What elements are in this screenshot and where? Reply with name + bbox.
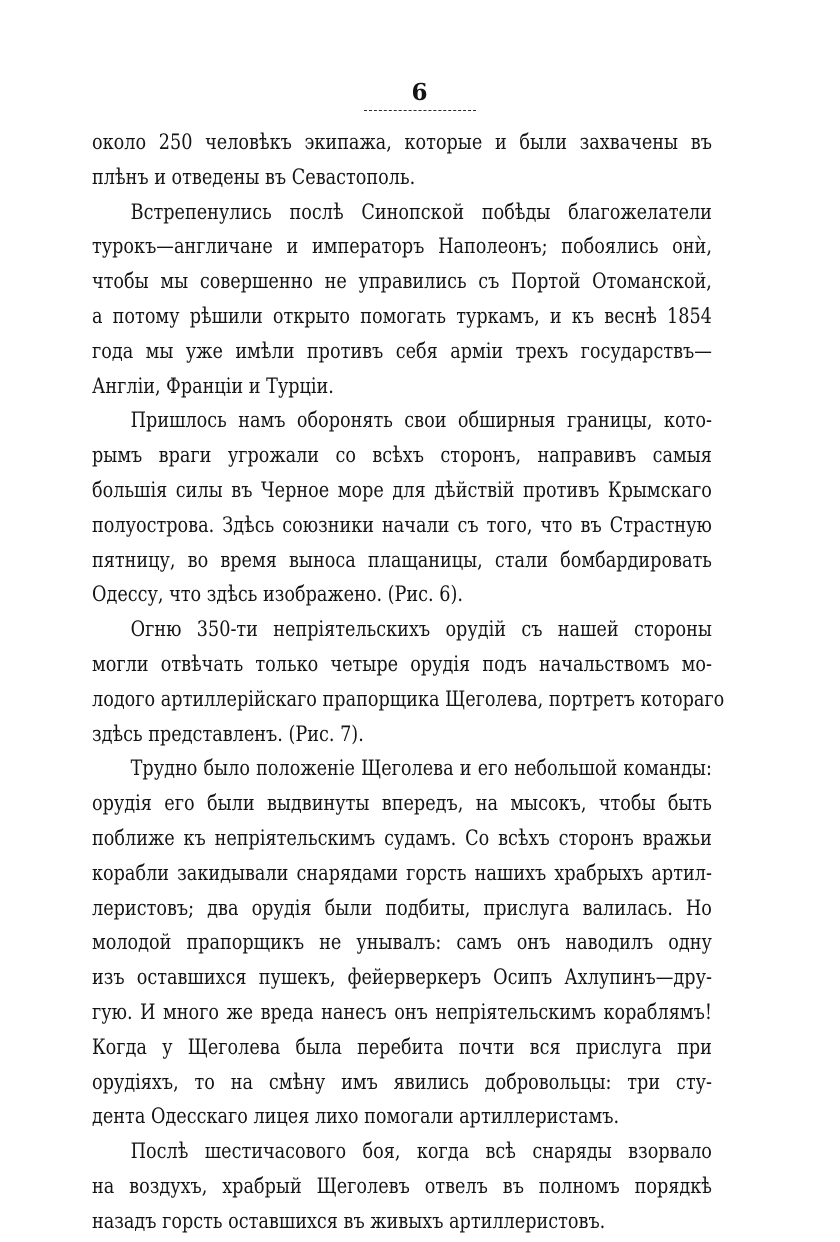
paragraph-first-line: Трудно было положеніе Щеголева и его небольшой команды: <box>130 756 712 781</box>
page-header <box>0 78 840 111</box>
text-line: турокъ—англичане и императоръ Наполеонъ; побоялись онѝ, <box>92 234 712 259</box>
text-line: здѣсь представленъ. (Рис. 7). <box>92 721 364 746</box>
text-line: плѣнъ и отведены въ Севастополь. <box>92 164 416 189</box>
text-line: рымъ враги угрожали со всѣхъ сторонъ, направивъ самыя <box>92 443 712 468</box>
text-line: Одессу, что здѣсь изображено. (Рис. 6). <box>92 582 463 607</box>
text-line: корабли закидывали снарядами горсть нашихъ храбрыхъ артил- <box>92 860 712 885</box>
text-line: полуострова. Здѣсь союзники начали съ того, что въ Страстную <box>92 512 712 537</box>
header-rule <box>364 110 476 111</box>
page-number: 6 <box>411 79 429 106</box>
paragraph-first-line: Встрепенулись послѣ Синопской побѣды благожелатели <box>130 199 712 224</box>
text-line: Англіи, Франціи и Турціи. <box>92 373 334 398</box>
text-line: молодой прапорщикъ не унывалъ: самъ онъ наводилъ одну <box>92 930 712 955</box>
text-line: а потому рѣшили открыто помогать туркамъ, и къ веснѣ 1854 <box>92 303 712 328</box>
text-line: на воздухъ, храбрый Щеголевъ отвелъ въ полномъ порядкѣ <box>92 1173 712 1198</box>
text-line: орудіяхъ, то на смѣну имъ явились добровольцы: три сту- <box>92 1069 712 1094</box>
paragraph-first-line: Огню 350-ти непріятельскихъ орудій съ нашей стороны <box>130 617 712 642</box>
text-line: дента Одесскаго лицея лихо помогали артиллеристамъ. <box>92 1104 620 1129</box>
text-line: леристовъ; два орудія были подбиты, прислуга валилась. Но <box>92 895 712 920</box>
text-line: поближе къ непріятельскимъ судамъ. Со всѣхъ сторонъ вражьи <box>92 825 712 850</box>
text-line: пятницу, во время выноса плащаницы, стали бомбардировать <box>92 547 712 572</box>
text-line: назадъ горсть оставшихся въ живыхъ артиллеристовъ. <box>92 1208 606 1233</box>
text-line: орудія его были выдвинуты впередъ, на мысокъ, чтобы быть <box>92 791 712 816</box>
text-line: гую. И много же вреда нанесъ онъ непріятельскимъ кораблямъ! <box>92 999 712 1024</box>
text-line: около 250 человѣкъ экипажа, которые и были захвачены въ <box>92 130 712 154</box>
text-line: года мы уже имѣли противъ себя арміи трехъ государствъ— <box>92 338 712 363</box>
text-line: могли отвѣчать только четыре орудія подъ начальствомъ мо- <box>92 651 712 676</box>
text-line: изъ оставшихся пушекъ, фейерверкеръ Осипъ Ахлупинъ—дру- <box>92 965 712 990</box>
text-line: большія силы въ Черное море для дѣйствій противъ Крымскаго <box>92 477 712 502</box>
paragraph-first-line: Пришлось намъ оборонять свои обширныя границы, кото- <box>130 408 712 433</box>
paragraph-first-line: Послѣ шестичасового боя, когда всѣ снаряды взорвало <box>130 1139 712 1164</box>
text-line: Когда у Щеголева была перебита почти вся прислуга при <box>92 1034 712 1059</box>
text-line: чтобы мы совершенно не управились съ Портой Отоманской, <box>92 269 712 294</box>
body-text <box>92 128 725 1242</box>
text-line: лодого артиллерійскаго прапорщика Щеголева, портретъ котораго <box>92 686 725 711</box>
